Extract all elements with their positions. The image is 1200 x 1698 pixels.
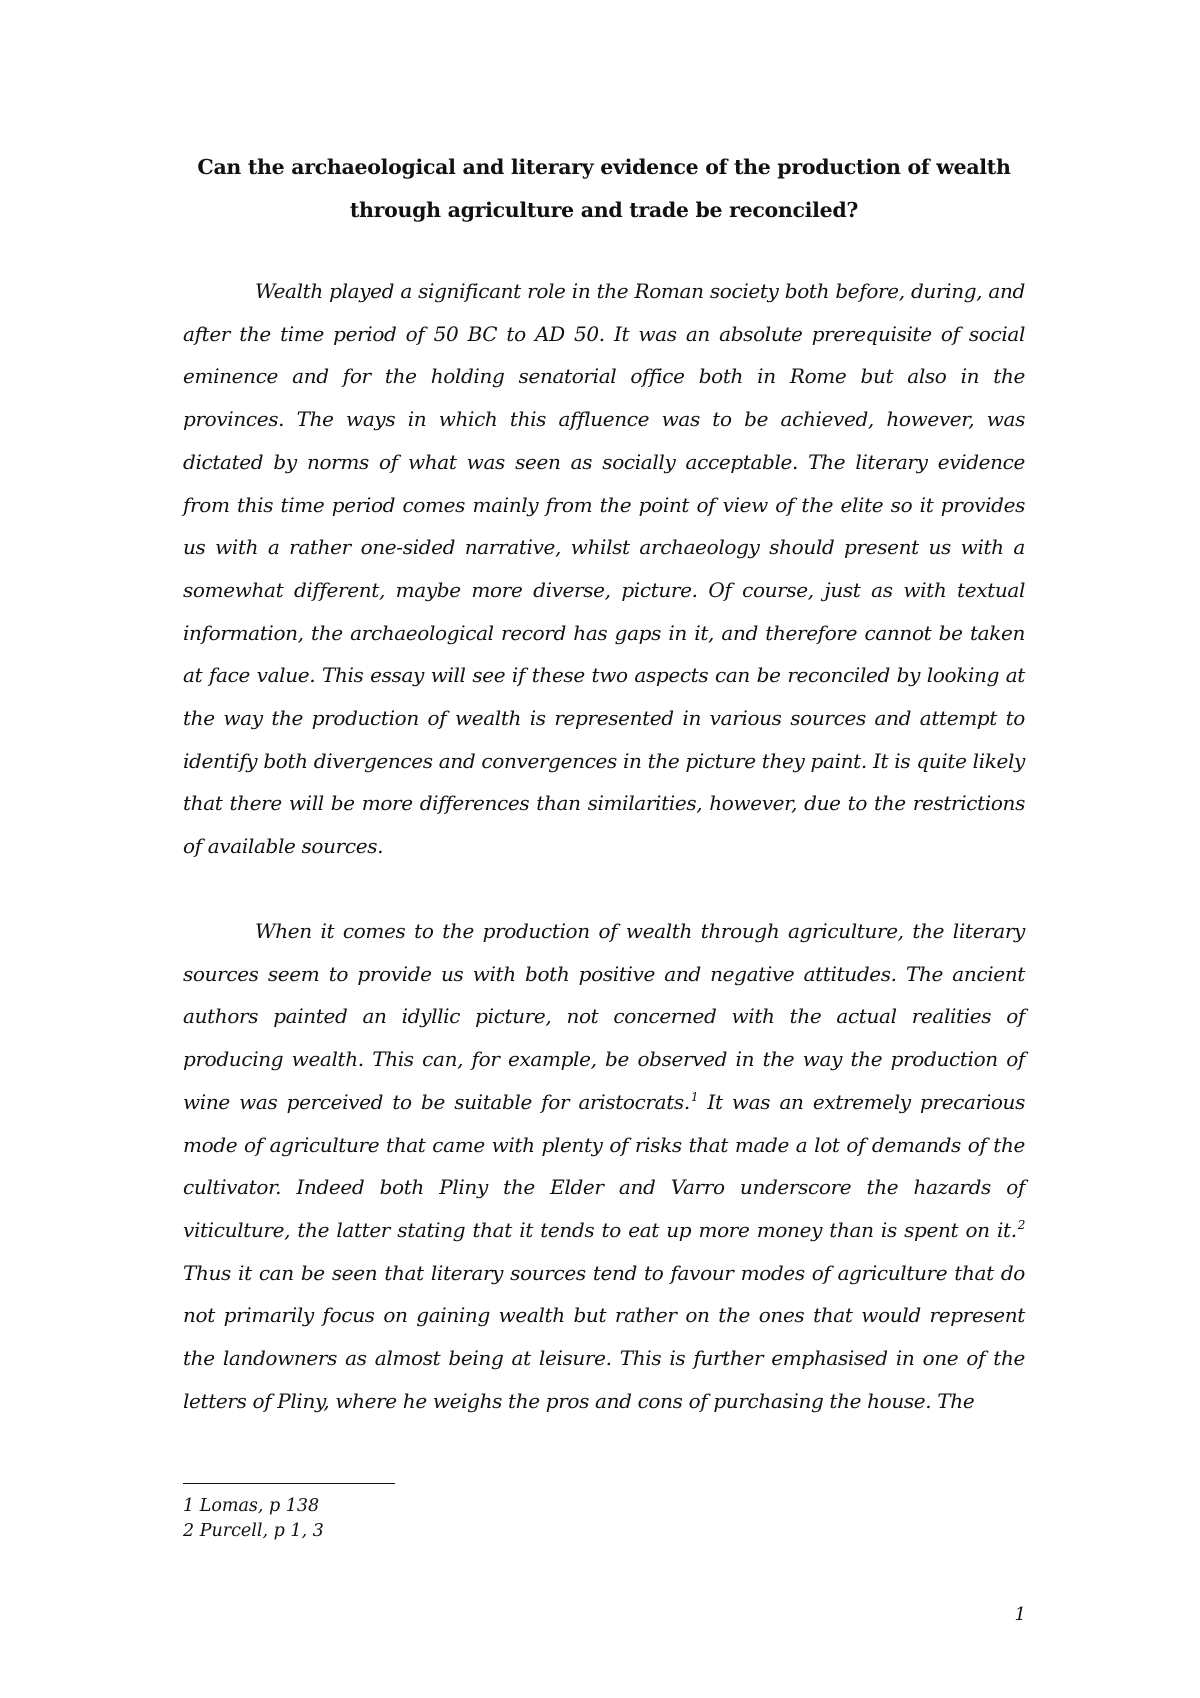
- paragraph-2-text-part-2: It was an extremely precarious mode of agriculture that came with plenty of risks that made a lot of demands of the cultivator. Indeed both Pliny the Elder and Varro underscore the hazards of viticulture, the latter stating that it tends to eat up more money than is spent on it.: [183, 1089, 1025, 1242]
- essay-title-line-2: through agriculture and trade be reconciled?: [349, 198, 859, 222]
- footnote-reference-2: 2: [1017, 1218, 1025, 1233]
- footnote-1: 1 Lomas, p 138: [183, 1496, 320, 1516]
- body-paragraph-1: Wealth played a significant role in the Roman society both before, during, and after the time period of 50 BC to AD 50. It was an absolute prerequisite of social eminence and for the holding senatorial office both in Rome but also in the provinces. The ways in which this affluence was to be achieved, however, was dictated by norms of what was seen as socially acceptable. The literary evidence from this time period comes mainly from the point of view of the elite so it provides us with a rather one-sided narrative, whilst archaeology should present us with a somewhat different, maybe more diverse, picture. Of course, just as with textual information, the archaeological record has gaps in it, and therefore cannot be taken at face value. This essay will see if these two aspects can be reconciled by looking at the way the production of wealth is represented in various sources and attempt to identify both divergences and convergences in the picture they paint. It is quite likely that there will be more differences than similarities, however, due to the restrictions of available sources.: [183, 279, 1025, 859]
- page-number: 1: [1014, 1604, 1026, 1625]
- paragraph-2-text-part-1: When it comes to the production of wealth through agriculture, the literary sources seem to provide us with both positive and negative attitudes. The ancient authors painted an idyllic picture, not concerned with the actual realities of producing wealth. This can, for example, be observed in the way the production of wine was perceived to be suitable for aristocrats.: [183, 919, 1025, 1114]
- essay-title-line-1: Can the archaeological and literary evidence of the production of wealth: [197, 155, 1011, 179]
- body-paragraph-2: [183, 910, 1025, 1422]
- essay-title: [183, 146, 1025, 232]
- footnotes: [183, 1494, 324, 1544]
- paragraph-2-text-part-3: Thus it can be seen that literary sources tend to favour modes of agriculture that do not primarily focus on gaining wealth but rather on the ones that would represent the landowners as almost being at leisure. This is further emphasised in one of the letters of Pliny, where he weighs the pros and cons of purchasing the house. The: [183, 1260, 1025, 1413]
- footnote-2: 2 Purcell, p 1, 3: [183, 1521, 324, 1541]
- footnote-reference-1: 1: [690, 1090, 699, 1105]
- footnote-separator: [183, 1483, 395, 1484]
